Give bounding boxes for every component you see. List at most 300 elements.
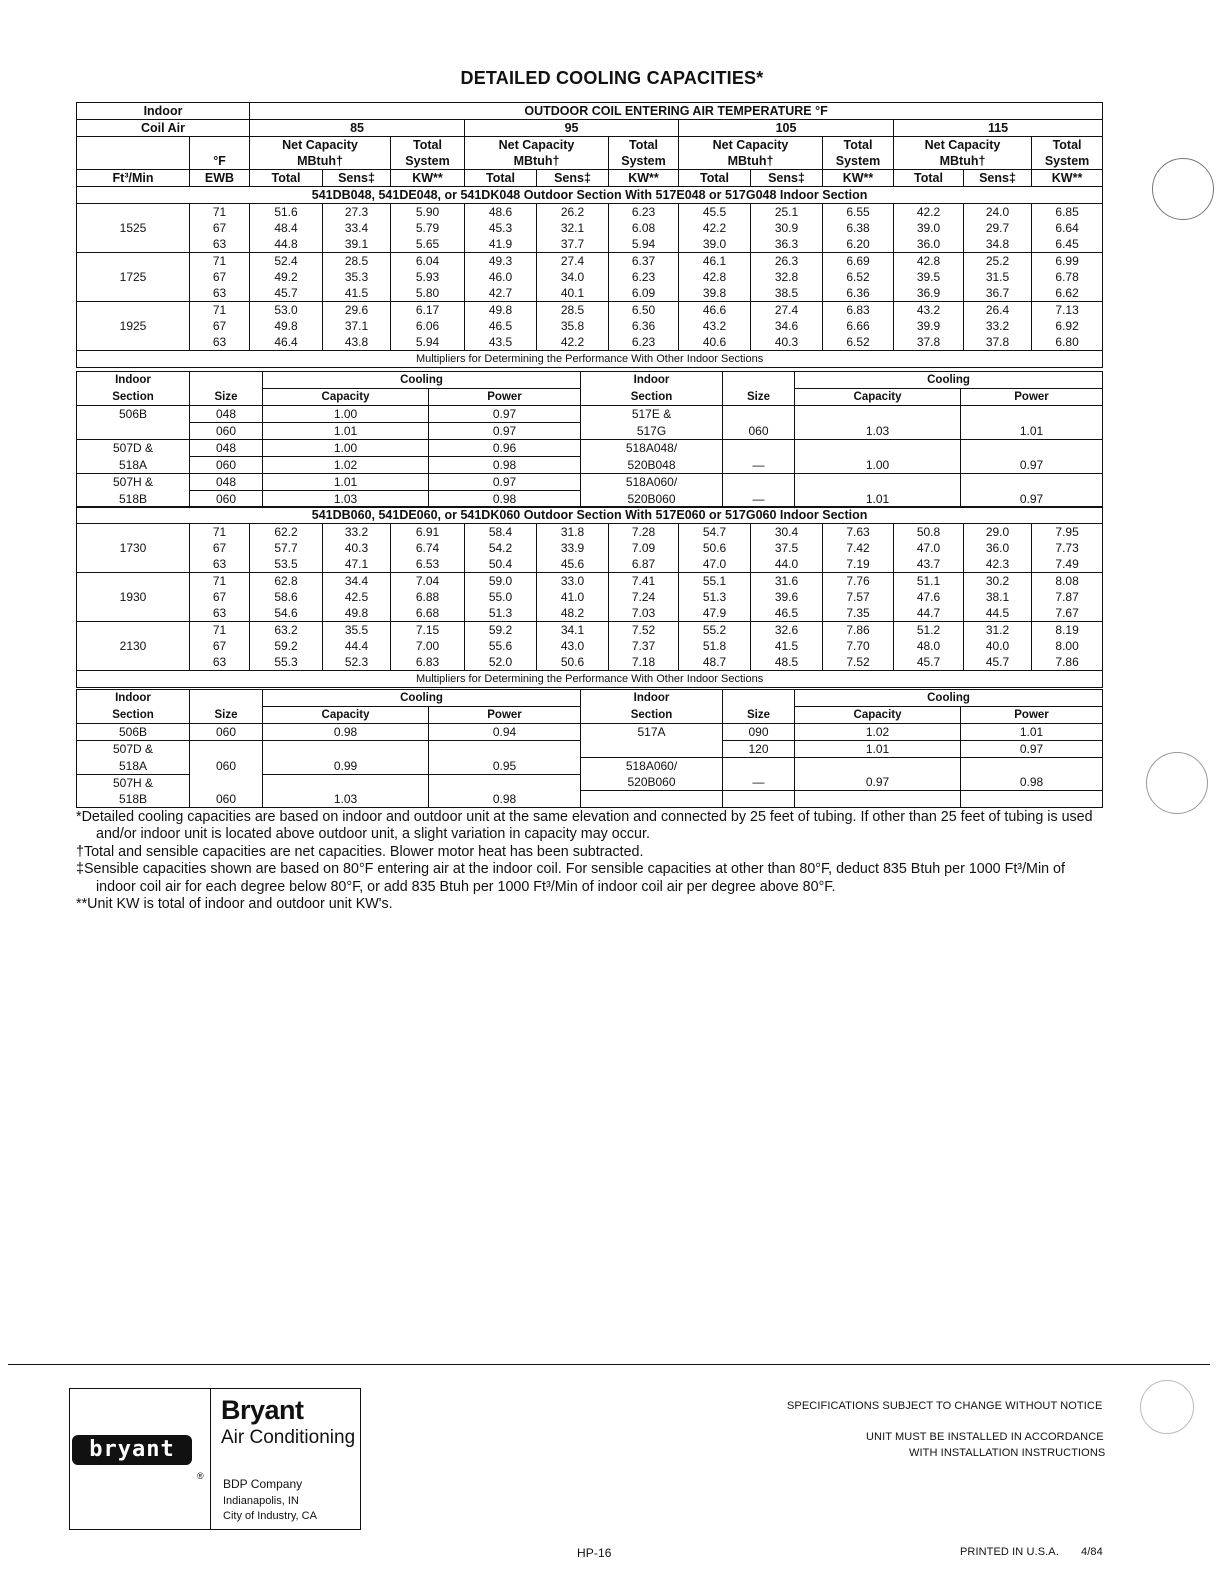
table-cell: 43.2 [894, 302, 964, 319]
company-name: BDP Company [223, 1477, 303, 1491]
mult-indoor-label: Indoor [581, 690, 723, 707]
table-cell: 5.90 [391, 204, 465, 221]
table-cell: 6.66 [823, 318, 894, 334]
table-cell: 53.0 [250, 302, 323, 319]
table-cell: 6.83 [823, 302, 894, 319]
table-cell: 41.9 [465, 236, 537, 253]
table-cell: 51.3 [679, 589, 751, 605]
mult-section-label: Section [581, 389, 723, 406]
capacity-value: 0.99 [263, 758, 429, 775]
table-cell: 40.1 [537, 285, 609, 302]
cfm-value: 1730 [77, 540, 190, 556]
table-cell: 7.67 [1032, 605, 1103, 622]
power-value: 0.97 [429, 474, 581, 491]
mult-cooling-label: Cooling [263, 690, 581, 707]
table-row [77, 654, 1103, 671]
table-row [77, 302, 1103, 319]
table-cell: 37.1 [323, 318, 391, 334]
power-value: 0.97 [961, 491, 1103, 508]
table-cell: 36.3 [751, 236, 823, 253]
table-cell: 51.1 [894, 573, 964, 590]
table-cell: 36.9 [894, 285, 964, 302]
table-cell: 7.49 [1032, 556, 1103, 573]
table-cell: 6.69 [823, 253, 894, 270]
binder-hole [1140, 1380, 1194, 1434]
mult-capacity-label: Capacity [795, 707, 961, 724]
table-cell: 30.9 [751, 220, 823, 236]
mbtuh-label: MBtuh† [679, 153, 823, 170]
section-title: 541DB060, 541DE060, or 541DK060 Outdoor Section With 517E060 or 517G060 Indoor Section [77, 507, 1103, 524]
table-cell: 40.3 [323, 540, 391, 556]
printed-notice: PRINTED IN U.S.A. [960, 1546, 1059, 1558]
table-cell: 6.52 [823, 269, 894, 285]
table-cell: 62.2 [250, 524, 323, 541]
note-net-capacity: †Total and sensible capacities are net capacities. Blower motor heat has been subtracted. [76, 843, 644, 860]
table-row [77, 556, 1103, 573]
table-cell: 48.7 [679, 654, 751, 671]
table-cell: 7.13 [1032, 302, 1103, 319]
temp-115: 115 [894, 120, 1103, 137]
capacity-value: 1.02 [795, 724, 961, 741]
table-cell: 51.6 [250, 204, 323, 221]
table-row [77, 253, 1103, 270]
table-cell: 6.23 [609, 204, 679, 221]
size-value: — [723, 457, 795, 474]
multiplier-table-048 [76, 371, 1103, 508]
table-cell: 71 [190, 204, 250, 221]
table-cell: 55.0 [465, 589, 537, 605]
system-label: System [391, 153, 465, 170]
table-cell: 41.5 [751, 638, 823, 654]
temp-85: 85 [250, 120, 465, 137]
table-cell: 26.4 [964, 302, 1032, 319]
table-cell: 45.5 [679, 204, 751, 221]
table-cell: 54.2 [465, 540, 537, 556]
mult-size-label: Size [723, 389, 795, 406]
capacity-table-section1 [76, 186, 1103, 368]
sens-col: Sens‡ [537, 170, 609, 187]
table-row [77, 622, 1103, 639]
table-cell: 31.5 [964, 269, 1032, 285]
size-value: 060 [190, 758, 263, 775]
total-label: Total [391, 137, 465, 154]
table-cell: 41.5 [323, 285, 391, 302]
table-cell: 37.5 [751, 540, 823, 556]
mbtuh-label: MBtuh† [894, 153, 1032, 170]
table-cell: 34.4 [323, 573, 391, 590]
capacity-table-section2 [76, 506, 1103, 688]
table-cell: 67 [190, 318, 250, 334]
mult-section-label: Section [77, 707, 190, 724]
table-cell: 33.0 [537, 573, 609, 590]
table-cell: 71 [190, 253, 250, 270]
mult-section-label: Section [581, 707, 723, 724]
indoor-section-name: 520B060 [581, 774, 723, 791]
table-cell: 6.64 [1032, 220, 1103, 236]
total-col: Total [250, 170, 323, 187]
table-cell: 7.70 [823, 638, 894, 654]
table-cell: 27.4 [537, 253, 609, 270]
size-value: 060 [190, 724, 263, 741]
table-cell: 55.1 [679, 573, 751, 590]
mult-capacity-label: Capacity [795, 389, 961, 406]
temp-105: 105 [679, 120, 894, 137]
install-notice-2: WITH INSTALLATION INSTRUCTIONS [909, 1447, 1106, 1459]
sens-col: Sens‡ [964, 170, 1032, 187]
table-cell: 25.2 [964, 253, 1032, 270]
table-cell: 6.23 [609, 334, 679, 351]
table-cell: 53.5 [250, 556, 323, 573]
mult-size-label: Size [723, 707, 795, 724]
bryant-logo-block [69, 1388, 361, 1530]
table-cell: 44.4 [323, 638, 391, 654]
capacity-value: 1.00 [795, 457, 961, 474]
table-cell: 34.8 [964, 236, 1032, 253]
table-cell: 7.52 [823, 654, 894, 671]
table-cell: 5.65 [391, 236, 465, 253]
table-cell: 34.6 [751, 318, 823, 334]
power-value: 0.97 [961, 457, 1103, 474]
table-cell: 39.5 [894, 269, 964, 285]
table-cell: 7.52 [609, 622, 679, 639]
mult-cooling-label: Cooling [263, 372, 581, 389]
outdoor-temp-label: OUTDOOR COIL ENTERING AIR TEMPERATURE °F [250, 103, 1103, 120]
binder-hole [1146, 752, 1208, 814]
indoor-section-name: 507D & [77, 440, 190, 457]
table-cell: 38.1 [964, 589, 1032, 605]
table-row [77, 220, 1103, 236]
table-cell: 5.94 [391, 334, 465, 351]
table-cell: 49.3 [465, 253, 537, 270]
table-cell: 55.2 [679, 622, 751, 639]
table-cell: 8.08 [1032, 573, 1103, 590]
power-value: 0.97 [429, 406, 581, 423]
capacity-value: 1.01 [263, 423, 429, 440]
indoor-section-name: 507H & [77, 474, 190, 491]
table-cell: 6.53 [391, 556, 465, 573]
table-cell: 45.3 [465, 220, 537, 236]
table-cell: 37.8 [964, 334, 1032, 351]
note-sensible: ‡Sensible capacities shown are based on 80°F entering air at the indoor coil. For sensible capacities at other than 80°F, deduct 835 Btuh per 1000 Ft³/Min of indoor coil air for each degree below 80°F, or add 835 Btuh per 1000 Ft³/Min of indoor coil air per degree above 80°F. [76, 861, 1065, 895]
table-cell: 58.4 [465, 524, 537, 541]
table-cell: 63 [190, 556, 250, 573]
indoor-section-name: 520B048 [581, 457, 723, 474]
table-cell: 49.8 [323, 605, 391, 622]
table-cell: 49.8 [250, 318, 323, 334]
table-cell: 6.52 [823, 334, 894, 351]
total-label: Total [823, 137, 894, 154]
table-cell: 55.6 [465, 638, 537, 654]
table-cell: 63 [190, 236, 250, 253]
table-cell: 40.0 [964, 638, 1032, 654]
table-cell: 8.19 [1032, 622, 1103, 639]
net-capacity-label: Net Capacity [894, 137, 1032, 154]
logo-panel [70, 1389, 211, 1529]
table-cell: 5.80 [391, 285, 465, 302]
brand-subtitle: Air Conditioning [221, 1427, 356, 1448]
size-value: 048 [190, 440, 263, 457]
total-label: Total [1032, 137, 1103, 154]
indoor-section-name: 518A060/ [581, 758, 723, 775]
table-cell: 32.8 [751, 269, 823, 285]
table-cell: 48.2 [537, 605, 609, 622]
indoor-section-name: 517E & [581, 406, 723, 423]
table-cell: 27.4 [751, 302, 823, 319]
table-cell: 46.1 [679, 253, 751, 270]
power-value: 0.98 [429, 791, 581, 808]
table-cell: 44.5 [964, 605, 1032, 622]
power-value: 0.95 [429, 758, 581, 775]
table-cell: 30.4 [751, 524, 823, 541]
capacity-value: 0.97 [795, 774, 961, 791]
table-cell: 6.20 [823, 236, 894, 253]
table-cell: 54.7 [679, 524, 751, 541]
table-cell: 48.6 [465, 204, 537, 221]
capacity-value: 1.03 [263, 491, 429, 508]
table-cell: 5.79 [391, 220, 465, 236]
table-cell: 6.68 [391, 605, 465, 622]
table-cell: 50.6 [537, 654, 609, 671]
table-cell: 7.19 [823, 556, 894, 573]
table-cell: 63 [190, 334, 250, 351]
table-row [77, 285, 1103, 302]
indoor-section-name: 520B060 [581, 491, 723, 508]
table-cell: 39.8 [679, 285, 751, 302]
total-col: Total [465, 170, 537, 187]
table-cell: 35.8 [537, 318, 609, 334]
sens-col: Sens‡ [323, 170, 391, 187]
table-cell: 6.78 [1032, 269, 1103, 285]
total-label: Total [609, 137, 679, 154]
multipliers-title: Multipliers for Determining the Performance With Other Indoor Sections [77, 671, 1103, 688]
print-date: 4/84 [1081, 1546, 1103, 1558]
table-cell: 29.6 [323, 302, 391, 319]
mbtuh-label: MBtuh† [465, 153, 609, 170]
table-cell: 71 [190, 573, 250, 590]
table-cell: 50.8 [894, 524, 964, 541]
mult-indoor-label: Indoor [581, 372, 723, 389]
indoor-label: Indoor [77, 103, 250, 120]
table-cell: 46.6 [679, 302, 751, 319]
table-cell: 31.8 [537, 524, 609, 541]
mult-indoor-label: Indoor [77, 372, 190, 389]
multiplier-table-060 [76, 689, 1103, 808]
coil-air-label: Coil Air [77, 120, 250, 137]
size-value: 060 [190, 491, 263, 508]
cfm-value: 1925 [77, 318, 190, 334]
table-cell: 7.63 [823, 524, 894, 541]
size-value: 060 [190, 457, 263, 474]
table-cell: 6.55 [823, 204, 894, 221]
table-cell: 52.3 [323, 654, 391, 671]
indoor-section-name: 518A [77, 758, 190, 775]
table-cell: 36.7 [964, 285, 1032, 302]
indoor-section-name: 507D & [77, 741, 190, 758]
mult-capacity-label: Capacity [263, 707, 429, 724]
mult-indoor-label: Indoor [77, 690, 190, 707]
table-cell: 5.94 [609, 236, 679, 253]
power-value: 0.97 [961, 741, 1103, 758]
table-cell: 36.0 [964, 540, 1032, 556]
table-cell: 7.03 [609, 605, 679, 622]
table-cell: 33.2 [964, 318, 1032, 334]
table-cell: 42.5 [323, 589, 391, 605]
table-cell: 6.62 [1032, 285, 1103, 302]
net-capacity-label: Net Capacity [679, 137, 823, 154]
table-cell: 43.5 [465, 334, 537, 351]
power-value: 0.98 [429, 491, 581, 508]
ewb-label: EWB [190, 170, 250, 187]
table-row [77, 269, 1103, 285]
binder-hole [1152, 158, 1214, 220]
system-label: System [1032, 153, 1103, 170]
table-cell: 25.1 [751, 204, 823, 221]
mult-power-label: Power [429, 389, 581, 406]
deg-f-label: °F [190, 153, 250, 170]
install-notice-1: UNIT MUST BE INSTALLED IN ACCORDANCE [866, 1431, 1104, 1443]
table-cell: 46.0 [465, 269, 537, 285]
company-city-2: City of Industry, CA [223, 1510, 317, 1522]
table-cell: 6.45 [1032, 236, 1103, 253]
capacity-value: 0.98 [263, 724, 429, 741]
table-cell: 6.23 [609, 269, 679, 285]
table-cell: 54.6 [250, 605, 323, 622]
table-cell: 6.85 [1032, 204, 1103, 221]
cfm-value: 1525 [77, 220, 190, 236]
net-capacity-label: Net Capacity [465, 137, 609, 154]
cfm-value: 2130 [77, 638, 190, 654]
table-cell: 6.74 [391, 540, 465, 556]
table-cell: 33.4 [323, 220, 391, 236]
table-cell: 41.0 [537, 589, 609, 605]
table-cell: 7.24 [609, 589, 679, 605]
table-cell: 37.7 [537, 236, 609, 253]
table-cell: 43.2 [679, 318, 751, 334]
table-cell: 7.42 [823, 540, 894, 556]
table-cell: 63 [190, 285, 250, 302]
table-cell: 6.80 [1032, 334, 1103, 351]
table-cell: 42.2 [537, 334, 609, 351]
table-cell: 50.4 [465, 556, 537, 573]
indoor-section-name: 518A060/ [581, 474, 723, 491]
table-cell: 45.7 [964, 654, 1032, 671]
table-cell: 57.7 [250, 540, 323, 556]
table-cell: 47.9 [679, 605, 751, 622]
table-row [77, 334, 1103, 351]
table-cell: 47.1 [323, 556, 391, 573]
table-cell: 42.8 [679, 269, 751, 285]
table-cell: 71 [190, 302, 250, 319]
table-cell: 6.88 [391, 589, 465, 605]
note-tubing: *Detailed cooling capacities are based on indoor and outdoor unit at the same elevation and connected by 25 feet of tubing. If other than 25 feet of tubing is used and/or indoor unit is located above outdoor unit, a slight variation in capacity may occur. [76, 809, 1093, 843]
indoor-section-name: 518B [77, 791, 190, 808]
table-cell: 31.6 [751, 573, 823, 590]
mult-cooling-label: Cooling [795, 690, 1103, 707]
table-row [77, 318, 1103, 334]
indoor-section-name: 506B [77, 406, 190, 423]
mult-cooling-label: Cooling [795, 372, 1103, 389]
table-cell: 71 [190, 524, 250, 541]
cfm-value: 1930 [77, 589, 190, 605]
mult-power-label: Power [961, 707, 1103, 724]
table-cell: 47.6 [894, 589, 964, 605]
table-cell: 38.5 [751, 285, 823, 302]
indoor-section-name: 518B [77, 491, 190, 508]
table-cell: 52.0 [465, 654, 537, 671]
sens-col: Sens‡ [751, 170, 823, 187]
table-cell: 42.7 [465, 285, 537, 302]
size-value: — [723, 491, 795, 508]
table-cell: 42.3 [964, 556, 1032, 573]
table-row [77, 589, 1103, 605]
capacity-value: 1.01 [795, 741, 961, 758]
table-cell: 6.83 [391, 654, 465, 671]
note-kw: **Unit KW is total of indoor and outdoor unit KW's. [76, 896, 393, 913]
table-cell: 44.7 [894, 605, 964, 622]
table-cell: 6.91 [391, 524, 465, 541]
table-cell: 7.04 [391, 573, 465, 590]
table-row [77, 573, 1103, 590]
table-cell: 28.5 [537, 302, 609, 319]
page-code: HP-16 [577, 1546, 612, 1560]
table-cell: 34.1 [537, 622, 609, 639]
table-cell: 62.8 [250, 573, 323, 590]
power-value: 0.96 [429, 440, 581, 457]
table-cell: 26.2 [537, 204, 609, 221]
table-cell: 7.18 [609, 654, 679, 671]
footnotes [76, 809, 1106, 913]
table-cell: 63 [190, 605, 250, 622]
table-cell: 42.8 [894, 253, 964, 270]
table-cell: 63.2 [250, 622, 323, 639]
indoor-section-name: 506B [77, 724, 190, 741]
table-cell: 7.41 [609, 573, 679, 590]
cfm-label: Ft³/Min [77, 170, 190, 187]
total-col: Total [894, 170, 964, 187]
indoor-section-name: 518A [77, 457, 190, 474]
power-value: 0.94 [429, 724, 581, 741]
power-value: 0.98 [961, 774, 1103, 791]
table-cell: 46.5 [751, 605, 823, 622]
table-cell: 7.87 [1032, 589, 1103, 605]
table-cell: 47.0 [894, 540, 964, 556]
table-cell: 48.4 [250, 220, 323, 236]
table-row [77, 524, 1103, 541]
table-cell: 35.3 [323, 269, 391, 285]
table-cell: 44.0 [751, 556, 823, 573]
total-col: Total [679, 170, 751, 187]
net-capacity-label: Net Capacity [250, 137, 391, 154]
table-cell: 55.3 [250, 654, 323, 671]
table-cell: 37.8 [894, 334, 964, 351]
company-city-1: Indianapolis, IN [223, 1495, 299, 1507]
table-cell: 31.2 [964, 622, 1032, 639]
page-title: DETAILED COOLING CAPACITIES* [460, 68, 764, 88]
size-value: 060 [190, 423, 263, 440]
table-cell: 32.1 [537, 220, 609, 236]
cfm-value: 1725 [77, 269, 190, 285]
table-cell: 6.06 [391, 318, 465, 334]
footer-rule [8, 1364, 1210, 1365]
system-label: System [823, 153, 894, 170]
table-cell: 52.4 [250, 253, 323, 270]
table-cell: 67 [190, 269, 250, 285]
mult-size-label: Size [190, 707, 263, 724]
table-cell: 58.6 [250, 589, 323, 605]
table-cell: 6.87 [609, 556, 679, 573]
size-value: 060 [190, 791, 263, 808]
table-cell: 40.3 [751, 334, 823, 351]
